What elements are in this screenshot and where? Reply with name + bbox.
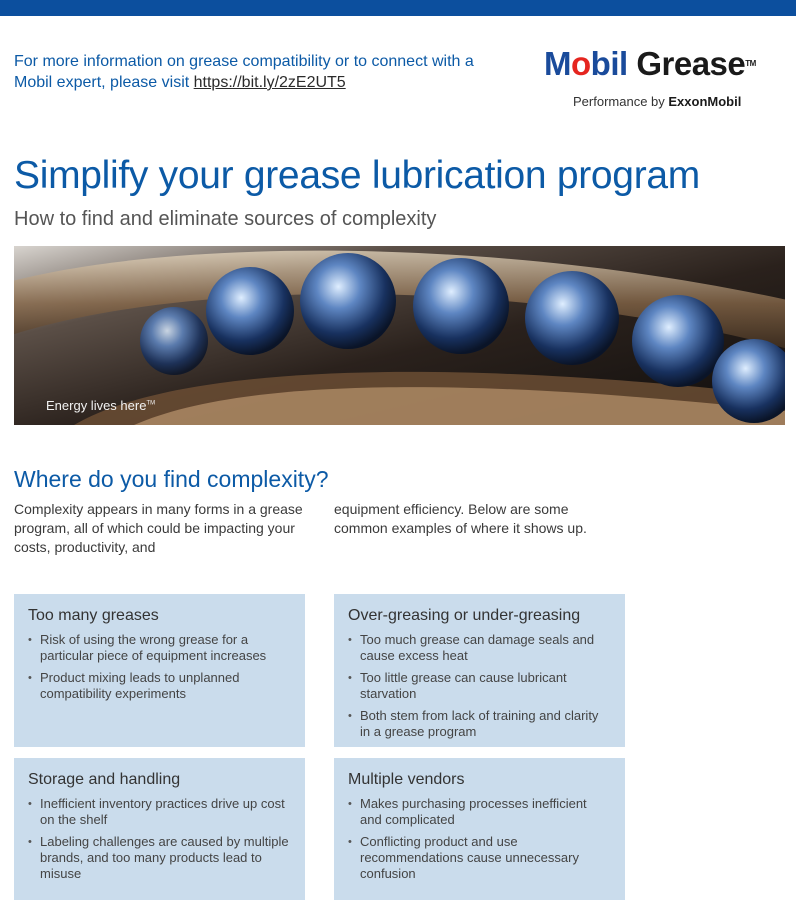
card-title: Over-greasing or under-greasing [348, 607, 581, 624]
bullet-item: • Product mixing leads to unplanned compatibility experiments [28, 670, 291, 702]
bullet-item: • Inefficient inventory practices drive up cost on the shelf [28, 796, 291, 828]
logo-bil: bil [590, 45, 628, 82]
card-title: Multiple vendors [348, 771, 465, 788]
page-title: Simplify your grease lubrication program [14, 154, 700, 197]
logo-grease: Grease [627, 45, 746, 82]
intro-message: For more information on grease compatibility or to connect with a Mobil expert, please visit [14, 53, 474, 91]
bullet-list [348, 796, 611, 882]
page-subtitle: How to find and eliminate sources of complexity [14, 208, 437, 230]
tagline-trademark: TM [146, 400, 156, 407]
logo-exxonmobil: ExxonMobil [668, 94, 742, 109]
intro-paragraph-col1: Complexity appears in many forms in a grease program, all of which could be impacting your costs, productivity, and [14, 501, 303, 555]
logo-performance: Performance by [573, 94, 669, 109]
logo-wordmark [544, 45, 756, 83]
logo-o: o [571, 45, 591, 82]
bullet-list [28, 632, 291, 702]
bullet-item: • Too little grease can cause lubricant starvation [348, 670, 611, 702]
top-bar [0, 0, 796, 16]
intro-paragraph-col2: equipment efficiency. Below are some common examples of where it shows up. [334, 501, 587, 536]
info-link[interactable]: https://bit.ly/2zE2UT5 [193, 74, 346, 91]
bullet-item: • Both stem from lack of training and clarity in a grease program [348, 708, 611, 740]
bullet-item: • Risk of using the wrong grease for a particular piece of equipment increases [28, 632, 291, 664]
tagline-text: Energy lives here [46, 398, 147, 413]
mobil-grease-logo [544, 45, 784, 115]
hero-tagline [46, 398, 155, 413]
bullet-item: • Too much grease can damage seals and cause excess heat [348, 632, 611, 664]
bullet-list [28, 796, 291, 882]
bullet-item: • Makes purchasing processes inefficient and complicated [348, 796, 611, 828]
logo-m: M [544, 45, 571, 82]
card-title: Storage and handling [28, 771, 181, 788]
logo-trademark: TM [745, 59, 756, 68]
section-title: Where do you find complexity? [14, 466, 329, 492]
logo-tagline [573, 94, 741, 109]
card-multiple-vendors [334, 758, 625, 900]
bullet-item: • Conflicting product and use recommendations cause unnecessary confusion [348, 834, 611, 882]
card-title: Too many greases [28, 607, 159, 624]
card-storage-handling [14, 758, 305, 900]
hero-image [14, 246, 785, 425]
bullet-list [348, 632, 611, 740]
intro-text [14, 51, 514, 93]
card-too-many-greases [14, 594, 305, 747]
card-over-under-greasing [334, 594, 625, 747]
bullet-item: • Labeling challenges are caused by multiple brands, and too many products lead to misuse [28, 834, 291, 882]
